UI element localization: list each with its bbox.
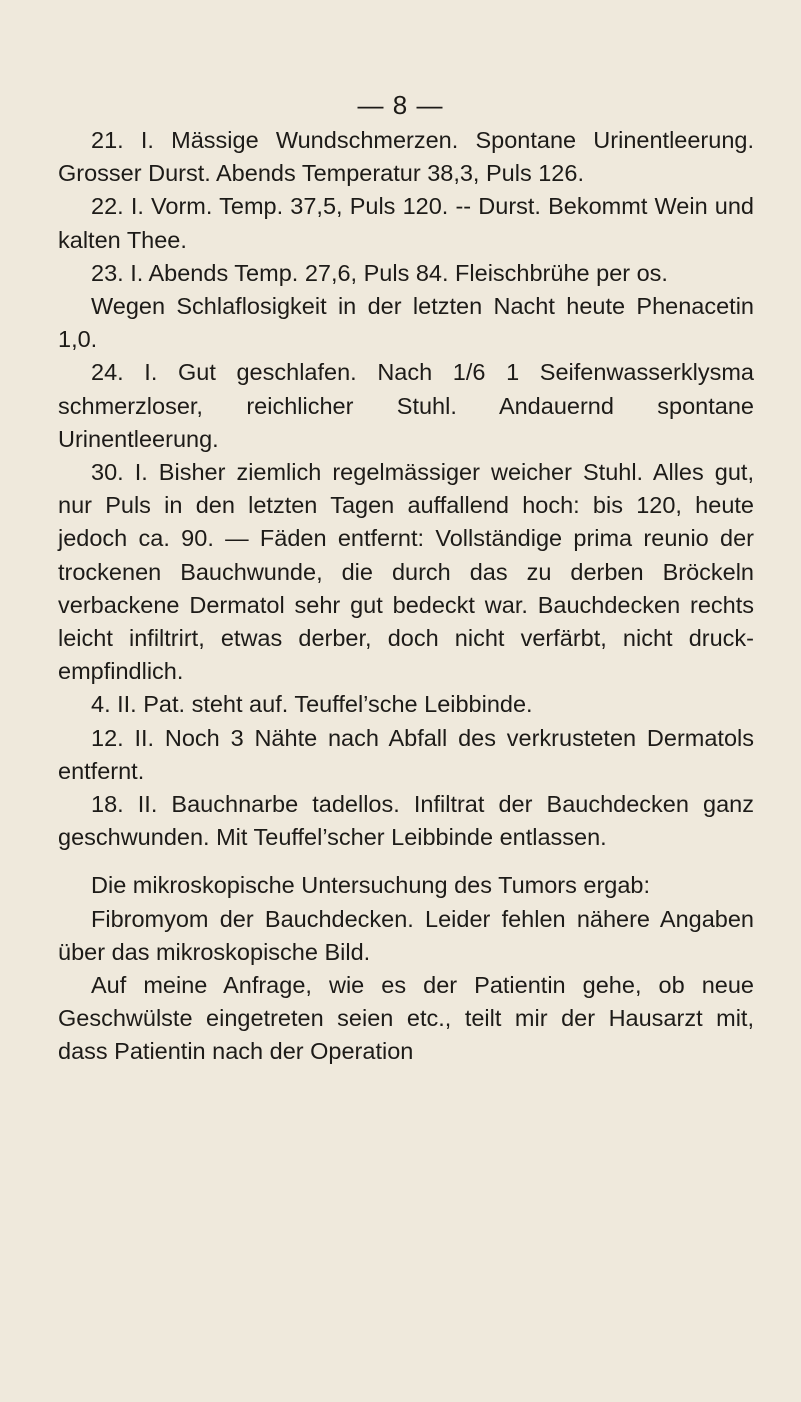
paragraph-23-jan: 23. I. Abends Temp. 27,6, Puls 84. Fleischbrühe per os.	[91, 259, 668, 286]
paragraph-30-jan: 30. I. Bisher ziemlich regelmässiger weicher Stuhl. Alles gut, nur Puls in den letzten Tagen auffallend hoch: bis 120, heute jedoch ca. 90. — Fäden entfernt: Vollständige prima reunio der trockenen Bauchwunde, die durch das zu derben Bröckeln verbackene Dermatol sehr gut bedeckt war. Bauchdecken rechts leicht infiltrirt, etwas derber, doch nicht verfärbt, nicht druckempfindlich.	[58, 459, 754, 685]
paragraph-21-jan: 21. I. Mässige Wundschmerzen. Spontane Urinentleerung. Grosser Durst. Abends Temperatur 38,3, Puls 126.	[58, 127, 754, 187]
paragraph-inquiry: Auf meine Anfrage, wie es der Patientin gehe, ob neue Geschwülste eingetreten seien etc., teilt mir der Hausarzt mit, dass Patientin nach der Operation	[58, 972, 754, 1065]
paragraph-12-feb: 12. II. Noch 3 Nähte nach Abfall des verkrusteten Dermatols entfernt.	[58, 724, 754, 784]
paragraph-22-jan: 22. I. Vorm. Temp. 37,5, Puls 120. -- Durst. Bekommt Wein und kalten Thee.	[58, 193, 754, 253]
paragraph-24-jan: 24. I. Gut geschlafen. Nach 1/6 1 Seifenwasserklysma schmerzloser, reichlicher Stuhl. Andauernd spontane Urinentleerung.	[58, 359, 754, 452]
page-number: — 8 —	[357, 90, 444, 120]
paragraph-sleeplessness: Wegen Schlaflosigkeit in der letzten Nacht heute Phenacetin 1,0.	[58, 293, 754, 353]
body-text	[58, 124, 754, 1069]
paragraph-microscopic-exam: Die mikroskopische Untersuchung des Tumors ergab:	[91, 872, 651, 899]
paragraph-fibromyoma: Fibromyom der Bauchdecken. Leider fehlen nähere Angaben über das mikroskopische Bild.	[58, 905, 754, 965]
paragraph-4-feb: 4. II. Pat. steht auf. Teuffel’sche Leibbinde.	[91, 691, 533, 718]
paragraph-18-feb: 18. II. Bauchnarbe tadellos. Infiltrat der Bauchdecken ganz geschwunden. Mit Teuffel’scher Leibbinde entlassen.	[58, 791, 754, 851]
